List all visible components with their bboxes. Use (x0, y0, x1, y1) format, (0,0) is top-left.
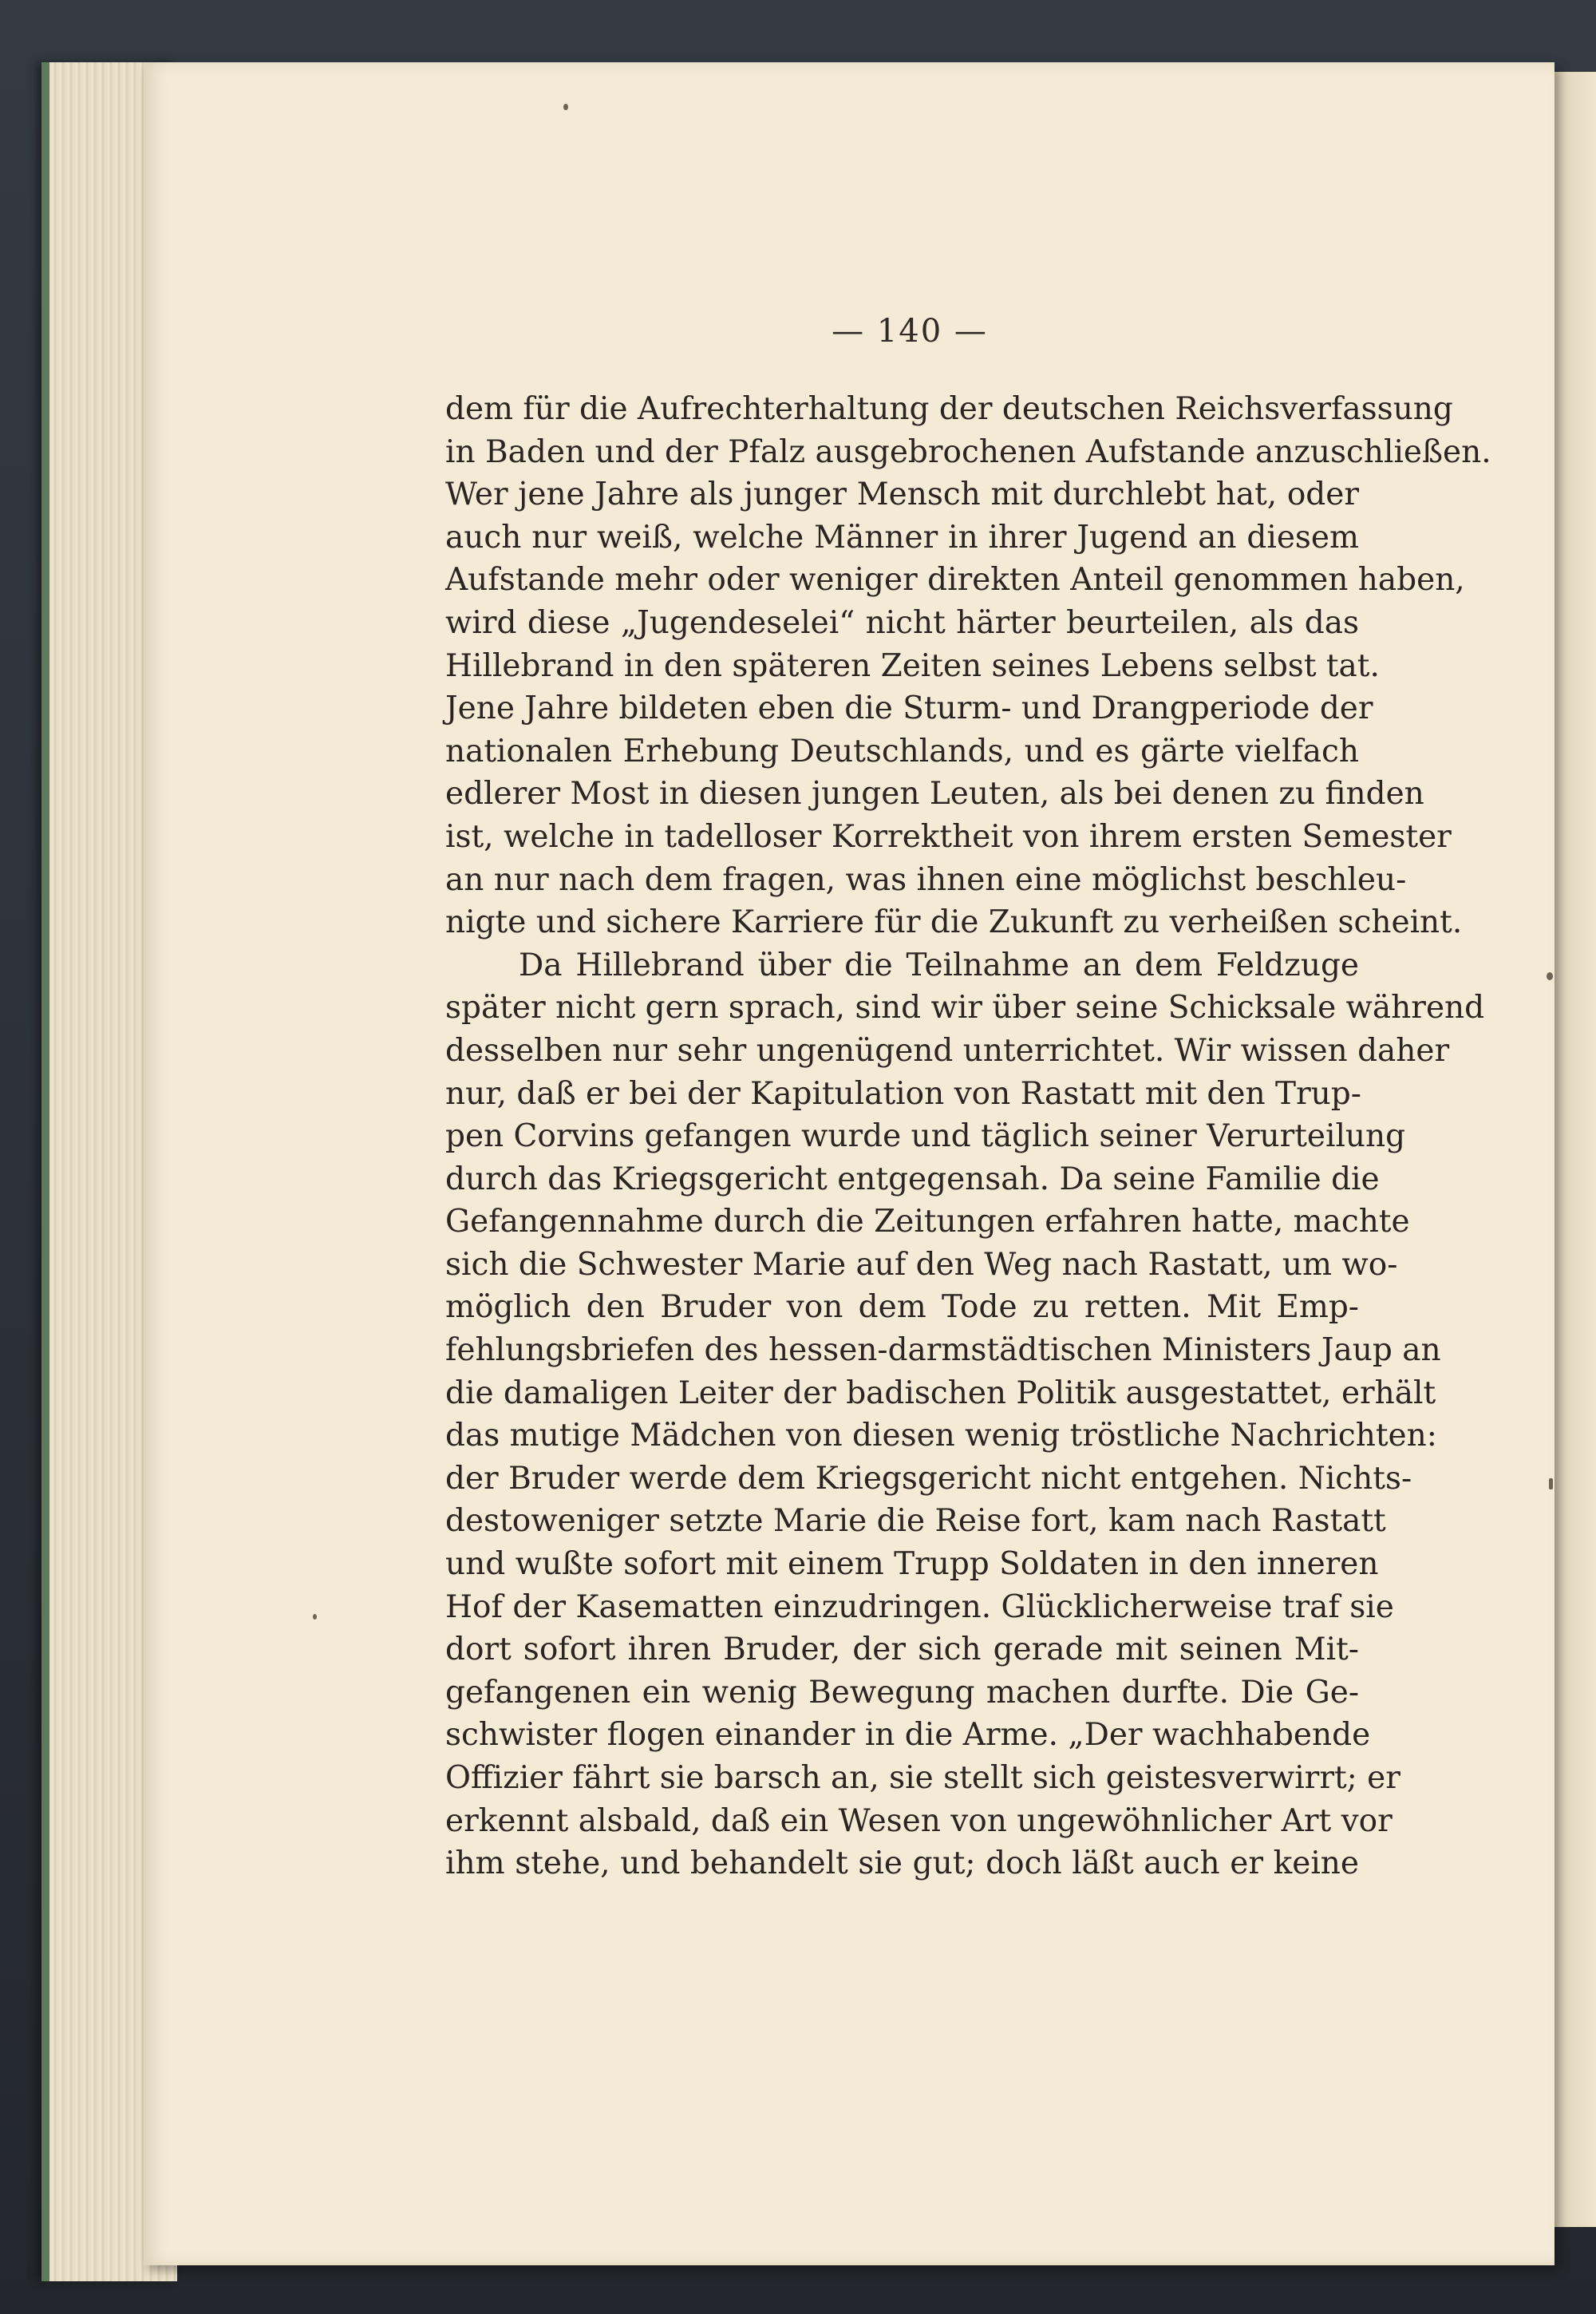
ink-speck (1547, 972, 1553, 980)
text-line: an nur nach dem fragen, was ihnen eine möglichst beschleu- (445, 861, 1407, 898)
text-line: auch nur weiß, welche Männer in ihrer Jugend an diesem (445, 519, 1359, 556)
text-line: nur, daß er bei der Kapitulation von Rastatt mit den Trup- (445, 1075, 1361, 1112)
text-line: das mutige Mädchen von diesen wenig tröstliche Nachrichten: (445, 1418, 1437, 1454)
text-line: möglich den Bruder von dem Tode zu retten. Mit Emp- (445, 1289, 1359, 1326)
text-line: dem für die Aufrechterhaltung der deutschen Reichsverfassung (445, 391, 1453, 427)
text-line: nationalen Erhebung Deutschlands, und es gärte vielfach (445, 733, 1359, 769)
text-line: pen Corvins gefangen wurde und täglich seiner Verurteilung (445, 1118, 1406, 1155)
text-line: später nicht gern sprach, sind wir über seine Schicksale während (445, 990, 1485, 1026)
text-line: dort sofort ihren Bruder, der sich gerade mit seinen Mit- (445, 1632, 1359, 1668)
text-line: Jene Jahre bildeten eben die Sturm- und Drangperiode der (445, 690, 1373, 727)
text-line: edlerer Most in diesen jungen Leuten, als bei denen zu finden (445, 776, 1424, 813)
text-line: fehlungsbriefen des hessen-darmstädtischen Ministers Jaup an (445, 1332, 1441, 1369)
ink-speck (313, 1614, 317, 1620)
text-line: destoweniger setzte Marie die Reise fort, kam nach Rastatt (445, 1503, 1386, 1540)
text-line: sich die Schwester Marie auf den Weg nach Rastatt, um wo- (445, 1246, 1398, 1283)
text-line: wird diese „Jugendeselei“ nicht härter beurteilen, als das (445, 604, 1359, 641)
text-line: ist, welche in tadelloser Korrektheit von ihrem ersten Semester (445, 818, 1452, 855)
ink-speck (1549, 1478, 1553, 1489)
page-number: — 140 — (832, 313, 988, 350)
text-line: schwister flogen einander in die Arme. „Der wachhabende (445, 1717, 1371, 1754)
text-line: desselben nur sehr ungenügend unterrichtet. Wir wissen daher (445, 1032, 1450, 1069)
text-line: in Baden und der Pfalz ausgebrochenen Aufstande anzuschließen. (445, 433, 1491, 470)
text-line: Aufstande mehr oder weniger direkten Anteil genommen haben, (445, 562, 1465, 599)
body-text (445, 388, 1491, 1885)
text-line: erkennt alsbald, daß ein Wesen von ungewöhnlicher Art vor (445, 1802, 1393, 1839)
paragraph-start-line: Da Hillebrand über die Teilnahme an dem Feldzuge (519, 947, 1359, 983)
text-line: Wer jene Jahre als junger Mensch mit durchlebt hat, oder (445, 477, 1359, 513)
text-line: und wußte sofort mit einem Trupp Soldaten in den inneren (445, 1546, 1379, 1583)
text-line: durch das Kriegsgericht entgegensah. Da seine Familie die (445, 1161, 1380, 1197)
text-line: Hof der Kasematten einzudringen. Glücklicherweise traf sie (445, 1588, 1394, 1625)
text-line: Offizier fährt sie barsch an, sie stellt sich geistesverwirrt; er (445, 1760, 1400, 1796)
text-line: der Bruder werde dem Kriegsgericht nicht entgehen. Nichts- (445, 1460, 1412, 1497)
text-line: ihm stehe, und behandelt sie gut; doch läßt auch er keine (445, 1845, 1359, 1882)
text-line: nigte und sichere Karriere für die Zukunft zu verheißen scheint. (445, 904, 1463, 941)
text-line: Hillebrand in den späteren Zeiten seines Lebens selbst tat. (445, 647, 1380, 684)
text-line: Gefangennahme durch die Zeitungen erfahren hatte, machte (445, 1204, 1410, 1240)
text-line: gefangenen ein wenig Bewegung machen durfte. Die Ge- (445, 1674, 1359, 1711)
ink-speck (563, 104, 568, 110)
text-line: die damaligen Leiter der badischen Politik ausgestattet, erhält (445, 1375, 1436, 1411)
